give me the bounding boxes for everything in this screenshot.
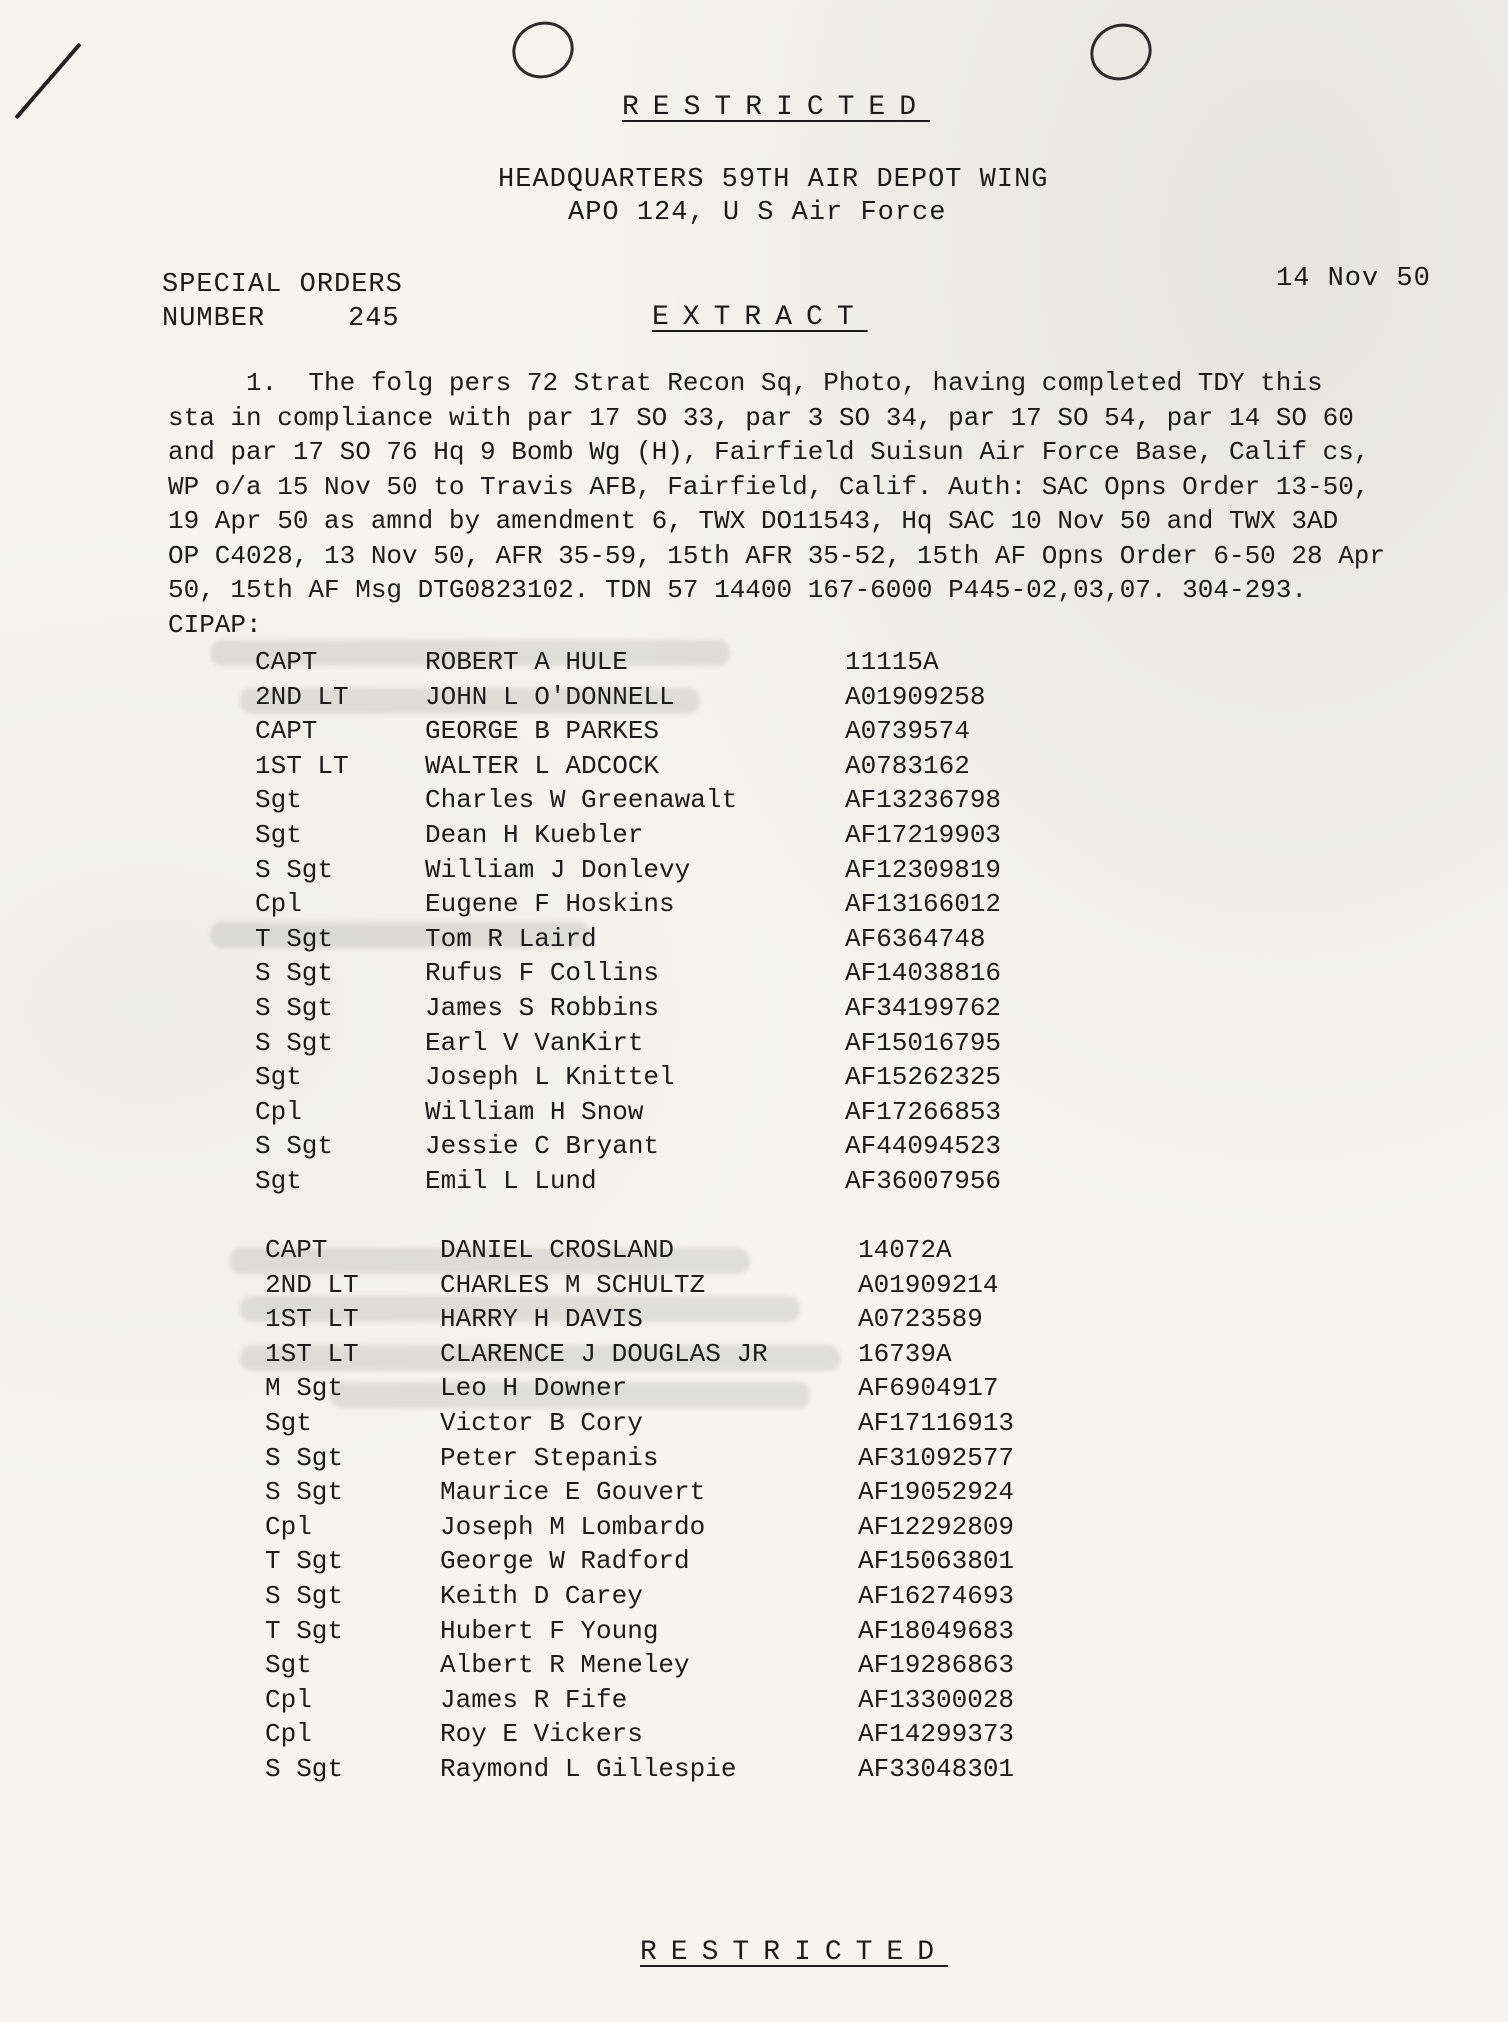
- roster-name: GEORGE B PARKES: [425, 716, 660, 747]
- roster-rank: T Sgt: [265, 1615, 344, 1646]
- roster-row: [0, 645, 1400, 679]
- roster-row: [0, 749, 1400, 783]
- roster-name: William J Donlevy: [425, 854, 691, 885]
- roster-row: [0, 1683, 1400, 1717]
- roster-serial-number: A0783162: [845, 750, 970, 781]
- roster-row: [0, 1164, 1400, 1198]
- number-label: NUMBER: [162, 304, 266, 334]
- roster-rank: Cpl: [255, 1096, 302, 1127]
- roster-serial-number: AF44094523: [845, 1131, 1002, 1162]
- roster-rank: T Sgt: [255, 923, 334, 954]
- roster-name: CLARENCE J DOUGLAS JR: [440, 1338, 768, 1369]
- roster-serial-number: AF6364748: [845, 923, 986, 954]
- punch-hole-left: [504, 13, 581, 87]
- roster-rank: S Sgt: [255, 993, 334, 1023]
- roster-name: William H Snow: [425, 1096, 644, 1127]
- roster-serial-number: AF6904917: [858, 1373, 999, 1404]
- roster-name: Charles W Greenawalt: [425, 785, 738, 816]
- roster-name: Tom R Laird: [425, 923, 597, 954]
- header-apo: APO 124, U S Air Force: [568, 198, 947, 228]
- roster-rank: Sgt: [265, 1650, 312, 1681]
- roster-rank: Cpl: [255, 889, 302, 920]
- roster-row: [0, 1302, 1400, 1336]
- roster-name: Joseph L Knittel: [425, 1062, 675, 1093]
- roster-name: Roy E Vickers: [440, 1719, 643, 1750]
- roster-name: Earl V VanKirt: [425, 1027, 644, 1058]
- paragraph-line: sta in compliance with par 17 SO 33, par 3 SO 34, par 17 SO 54, par 14 SO 60: [168, 402, 1354, 433]
- roster-serial-number: AF12309819: [845, 854, 1002, 885]
- roster-row: [0, 680, 1400, 714]
- order-number: 245: [348, 304, 400, 334]
- roster-row: [0, 1268, 1400, 1302]
- roster-serial-number: AF14038816: [845, 958, 1002, 989]
- roster-rank: S Sgt: [255, 958, 334, 989]
- roster-serial-number: 14072A: [858, 1235, 952, 1265]
- roster-serial-number: AF13300028: [858, 1684, 1015, 1715]
- roster-name: Keith D Carey: [440, 1581, 643, 1611]
- roster-serial-number: AF34199762: [845, 993, 1002, 1023]
- roster-row: [0, 1579, 1400, 1613]
- order-date: 14 Nov 50: [1276, 264, 1431, 294]
- roster-row: [0, 714, 1400, 748]
- punch-hole-right: [1082, 15, 1159, 89]
- roster-row: [0, 853, 1400, 887]
- pencil-mark: [8, 38, 88, 128]
- roster-serial-number: AF13236798: [845, 785, 1002, 816]
- roster-name: Maurice E Gouvert: [440, 1477, 706, 1508]
- roster-row: [0, 1717, 1400, 1751]
- roster-row: [0, 1406, 1400, 1440]
- orders-paragraph: [168, 366, 1488, 642]
- roster-serial-number: AF12292809: [858, 1511, 1015, 1542]
- roster-rank: M Sgt: [265, 1373, 344, 1404]
- roster-rank: S Sgt: [255, 854, 334, 885]
- roster-name: James S Robbins: [425, 993, 660, 1023]
- roster-name: Emil L Lund: [425, 1166, 597, 1196]
- classification-top: RESTRICTED: [622, 92, 931, 123]
- roster-serial-number: AF36007956: [845, 1166, 1002, 1196]
- roster-serial-number: A01909258: [845, 681, 986, 712]
- roster-serial-number: AF31092577: [858, 1442, 1015, 1473]
- roster-name: DANIEL CROSLAND: [440, 1235, 675, 1265]
- roster-name: CHARLES M SCHULTZ: [440, 1269, 706, 1300]
- roster-row: [0, 1233, 1400, 1267]
- paragraph-line: CIPAP:: [168, 609, 262, 640]
- roster-serial-number: AF17116913: [858, 1408, 1015, 1438]
- roster-name: Raymond L Gillespie: [440, 1754, 737, 1784]
- roster-serial-number: AF18049683: [858, 1615, 1015, 1646]
- paragraph-line: WP o/a 15 Nov 50 to Travis AFB, Fairfield, Calif. Auth: SAC Opns Order 13-50,: [168, 471, 1370, 502]
- roster-rank: CAPT: [255, 716, 318, 747]
- roster-name: Joseph M Lombardo: [440, 1511, 706, 1542]
- roster-name: Victor B Cory: [440, 1408, 643, 1438]
- roster-row: [0, 1441, 1400, 1475]
- roster-row: [0, 1060, 1400, 1094]
- roster-name: ROBERT A HULE: [425, 647, 628, 677]
- roster-rank: S Sgt: [265, 1477, 344, 1508]
- roster-rank: Sgt: [255, 785, 302, 816]
- roster-rank: T Sgt: [265, 1546, 344, 1577]
- roster-row: [0, 1648, 1400, 1682]
- paragraph-line: 50, 15th AF Msg DTG0823102. TDN 57 14400 167-6000 P445-02,03,07. 304-293.: [168, 575, 1307, 605]
- roster-rank: 1ST LT: [265, 1304, 359, 1335]
- roster-rank: Sgt: [265, 1408, 312, 1438]
- roster-name: Hubert F Young: [440, 1615, 659, 1646]
- roster-rank: S Sgt: [265, 1442, 344, 1473]
- roster-serial-number: AF13166012: [845, 889, 1002, 920]
- roster-rank: S Sgt: [255, 1027, 334, 1058]
- roster-row: [0, 1026, 1400, 1060]
- roster-serial-number: AF17266853: [845, 1096, 1002, 1127]
- paragraph-line: 19 Apr 50 as amnd by amendment 6, TWX DO11543, Hq SAC 10 Nov 50 and TWX 3AD: [168, 506, 1339, 536]
- roster-serial-number: AF15262325: [845, 1062, 1002, 1093]
- roster-name: JOHN L O'DONNELL: [425, 681, 675, 712]
- roster-row: [0, 1337, 1400, 1371]
- roster-serial-number: AF33048301: [858, 1754, 1015, 1784]
- roster-rank: Sgt: [255, 820, 302, 850]
- roster-rank: Cpl: [265, 1719, 312, 1750]
- roster-row: [0, 818, 1400, 852]
- roster-name: HARRY H DAVIS: [440, 1304, 643, 1335]
- roster-row: [0, 922, 1400, 956]
- roster-serial-number: AF15063801: [858, 1546, 1015, 1577]
- paragraph-line: and par 17 SO 76 Hq 9 Bomb Wg (H), Fairfield Suisun Air Force Base, Calif cs,: [168, 437, 1370, 467]
- header-unit: HEADQUARTERS 59TH AIR DEPOT WING: [498, 165, 1049, 195]
- roster-row: [0, 956, 1400, 990]
- roster-serial-number: AF14299373: [858, 1719, 1015, 1750]
- roster-rank: Cpl: [265, 1511, 312, 1542]
- roster-name: Jessie C Bryant: [425, 1131, 660, 1162]
- roster-rank: CAPT: [265, 1235, 328, 1265]
- roster-rank: Cpl: [265, 1684, 312, 1715]
- roster-name: Peter Stepanis: [440, 1442, 659, 1473]
- roster-serial-number: A0723589: [858, 1304, 983, 1335]
- roster-row: [0, 1095, 1400, 1129]
- roster-serial-number: A01909214: [858, 1269, 999, 1300]
- roster-name: Eugene F Hoskins: [425, 889, 675, 920]
- roster-rank: 1ST LT: [255, 750, 349, 781]
- roster-serial-number: AF17219903: [845, 820, 1002, 850]
- roster-serial-number: 16739A: [858, 1338, 952, 1369]
- roster-rank: S Sgt: [255, 1131, 334, 1162]
- roster-rank: 2ND LT: [255, 681, 349, 712]
- roster-row: [0, 1752, 1400, 1786]
- roster-serial-number: AF19052924: [858, 1477, 1015, 1508]
- roster-rank: S Sgt: [265, 1754, 344, 1784]
- roster-row: [0, 1510, 1400, 1544]
- roster-row: [0, 1614, 1400, 1648]
- roster-row: [0, 1475, 1400, 1509]
- paragraph-line: OP C4028, 13 Nov 50, AFR 35-59, 15th AFR 35-52, 15th AF Opns Order 6-50 28 Apr: [168, 540, 1385, 571]
- roster-rank: 1ST LT: [265, 1338, 359, 1369]
- roster-serial-number: AF16274693: [858, 1581, 1015, 1611]
- paragraph-line: 1. The folg pers 72 Strat Recon Sq, Photo, having completed TDY this: [168, 368, 1323, 398]
- roster-rank: CAPT: [255, 647, 318, 677]
- roster-name: George W Radford: [440, 1546, 690, 1577]
- roster-serial-number: AF15016795: [845, 1027, 1002, 1058]
- roster-name: Dean H Kuebler: [425, 820, 644, 850]
- roster-row: [0, 1544, 1400, 1578]
- roster-serial-number: AF19286863: [858, 1650, 1015, 1681]
- special-orders-label: SPECIAL ORDERS: [162, 270, 403, 300]
- roster-row: [0, 783, 1400, 817]
- roster-row: [0, 1129, 1400, 1163]
- roster-serial-number: 11115A: [845, 647, 939, 677]
- roster-rank: 2ND LT: [265, 1269, 359, 1300]
- roster-name: WALTER L ADCOCK: [425, 750, 660, 781]
- roster-name: Leo H Downer: [440, 1373, 628, 1404]
- roster-row: [0, 887, 1400, 921]
- classification-bottom: RESTRICTED: [640, 1937, 949, 1968]
- roster-row: [0, 991, 1400, 1025]
- roster-rank: S Sgt: [265, 1581, 344, 1611]
- roster-rank: Sgt: [255, 1062, 302, 1093]
- roster-name: Rufus F Collins: [425, 958, 660, 989]
- roster-row: [0, 1371, 1400, 1405]
- roster-name: James R Fife: [440, 1684, 628, 1715]
- roster-name: Albert R Meneley: [440, 1650, 690, 1681]
- roster-serial-number: A0739574: [845, 716, 970, 747]
- roster-rank: Sgt: [255, 1166, 302, 1196]
- extract-label: EXTRACT: [652, 302, 868, 333]
